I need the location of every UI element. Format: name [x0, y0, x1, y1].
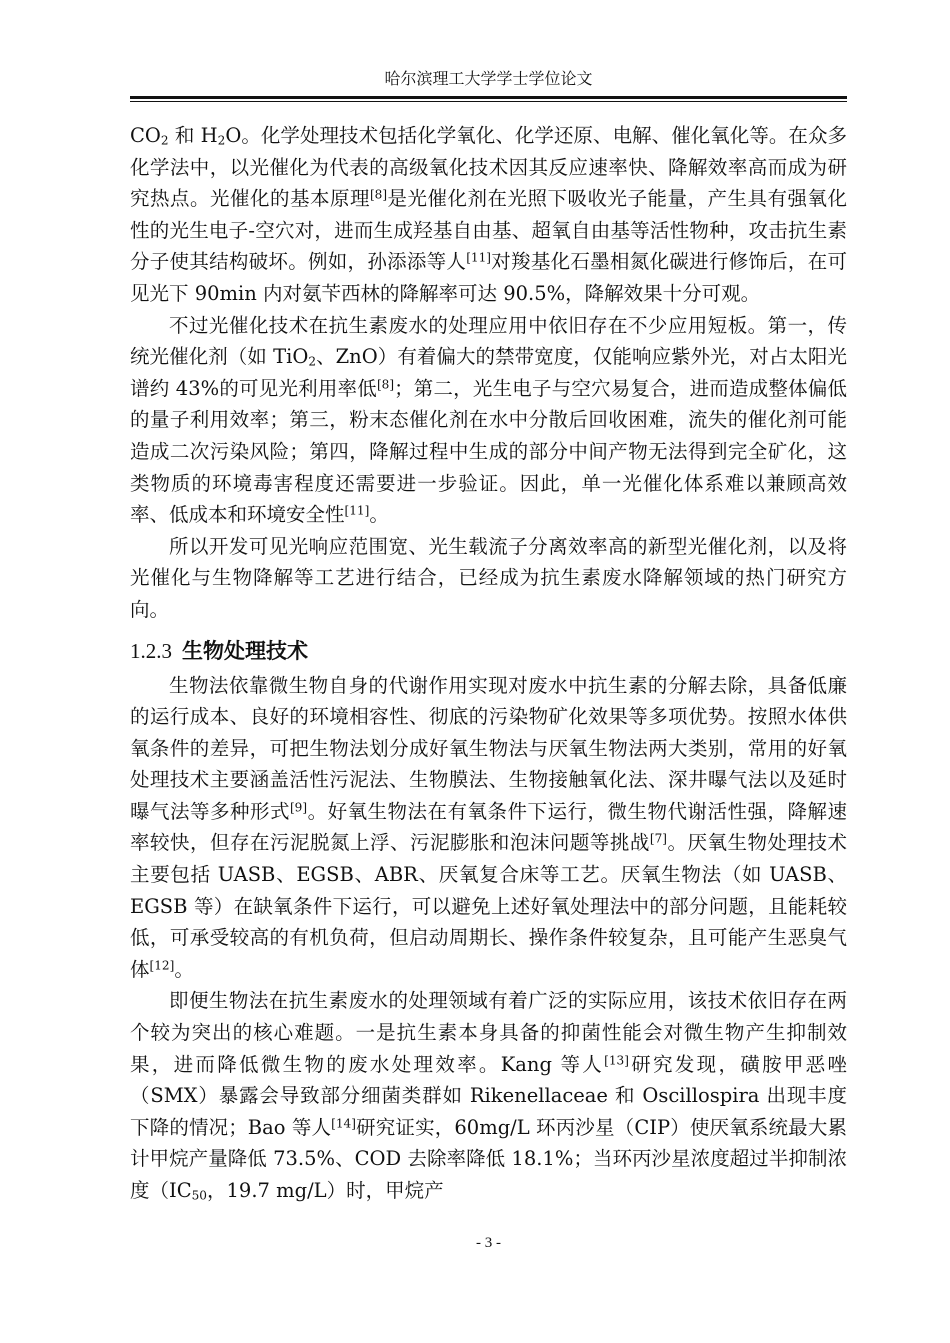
citation: [13] [604, 1052, 629, 1067]
citation: [9] [289, 800, 308, 815]
section-title: 生物处理技术 [182, 638, 308, 663]
header-rule-thin [130, 101, 847, 102]
text-run: 。 [369, 503, 389, 527]
text-run: 是光催化剂在光照下吸收光子能量，产生具有强氧化性的光生电子-空穴对，进而生成羟基自由基、超氧自由基等活性物种，攻击抗生素分子使其结构破坏。例如，孙添添等人 [130, 187, 847, 274]
citation: [11] [466, 250, 491, 265]
text-run: 。厌氧生物处理技术主要包括 UASB、EGSB、ABR、厌氧复合床等工艺。厌氧生物法（如 UASB、EGSB 等）在缺氧条件下运行，可以避免上述好氧处理法中的部分问题，且能耗较低，可承受较高的有机负荷，但启动周期长、操作条件较复杂，且可能产生恶臭气体 [130, 831, 847, 981]
citation: [7] [649, 831, 668, 846]
section-heading [130, 636, 847, 666]
text-run: ；第二，光生电子与空穴易复合，进而造成整体偏低的量子利用效率；第三，粉末态催化剂在水中分散后回收困难，流失的催化剂可能造成二次污染风险；第四，降解过程中生成的部分中间产物无法得到完全矿化，这类物质的环境毒害程度还需要进一步验证。因此，单一光催化体系难以兼顾高效率、低成本和环境安全性 [130, 376, 847, 527]
body-text [130, 120, 847, 1207]
text-run: 、ZnO）有着偏大的禁带宽度，仅能响应紫外光，对占太阳光谱约 43%的可见光利用率低 [130, 345, 847, 400]
text-run: 对羧基化石墨相氮化碳进行修饰后，在可见光下 90min 内对氨苄西林的降解率可达 90.5%，降解效果十分可观。 [130, 250, 847, 305]
subscript: 2 [217, 133, 226, 148]
text-run: 研究证实，60mg/L 环丙沙星（CIP）使厌氧系统最大累计甲烷产量降低 73.5%、COD 去除率降低 18.1%；当环丙沙星浓度超过半抑制浓度（IC [130, 1115, 847, 1202]
paragraph-2 [130, 310, 847, 531]
page-number: - 3 - [476, 1235, 501, 1251]
text-run: 研究发现，磺胺甲恶唑（SMX）暴露会导致部分细菌类群如 Rikenellaceae 和 Oscillospira 出现丰度下降的情况；Bao 等人 [130, 1052, 847, 1139]
text-run: 不过光催化技术在抗生素废水的处理应用中依旧存在不少应用短板。第一，传统光催化剂（如 TiO [130, 313, 847, 369]
text-run: 和 H [168, 124, 218, 147]
subscript: 50 [191, 1188, 207, 1203]
citation: [14] [331, 1116, 356, 1131]
subscript: 2 [160, 133, 169, 148]
citation: [8] [369, 187, 388, 202]
paragraph-4 [130, 670, 847, 986]
text-run: 。好氧生物法在有氧条件下运行，微生物代谢活性强，降解速率较快，但存在污泥脱氮上浮、污泥膨胀和泡沫问题等挑战 [130, 799, 847, 855]
text-run: O。化学处理技术包括化学氧化、化学还原、电解、催化氧化等。在众多化学法中，以光催化为代表的高级氧化技术因其反应速率快、降解效率高而成为研究热点。光催化的基本原理 [130, 124, 847, 211]
text-run: ，19.7 mg/L）时，甲烷产 [207, 1179, 444, 1202]
section-number: 1.2.3 [130, 638, 172, 663]
citation: [11] [344, 503, 370, 518]
text-run: CO [130, 124, 161, 147]
text-run: 即便生物法在抗生素废水的处理领域有着广泛的实际应用，该技术依旧存在两个较为突出的核心难题。一是抗生素本身具备的抑菌性能会对微生物产生抑制效果，进而降低微生物的废水处理效率。Kang 等人 [130, 989, 847, 1076]
paragraph-3: 所以开发可见光响应范围宽、光生载流子分离效率高的新型光催化剂，以及将光催化与生物降解等工艺进行结合，已经成为抗生素废水降解领域的热门研究方向。 [130, 534, 847, 621]
text-run: 。 [174, 957, 194, 981]
citation: [8] [376, 377, 395, 392]
citation: [12] [149, 958, 175, 973]
header-rule-thick [130, 96, 847, 99]
running-header: 哈尔滨理工大学学士学位论文 [384, 69, 593, 88]
text-run: 生物法依靠微生物自身的代谢作用实现对废水中抗生素的分解去除，具备低廉的运行成本、良好的环境相容性、彻底的污染物矿化效果等多项优势。按照水体供氧条件的差异，可把生物法划分成好氧生物法与厌氧生物法两大类别，常用的好氧处理技术主要涵盖活性污泥法、生物膜法、生物接触氧化法、深井曝气法以及延时曝气法等多种形式 [130, 673, 847, 823]
paragraph-1 [130, 120, 847, 310]
subscript: 2 [308, 354, 317, 369]
paragraph-5 [130, 985, 847, 1206]
